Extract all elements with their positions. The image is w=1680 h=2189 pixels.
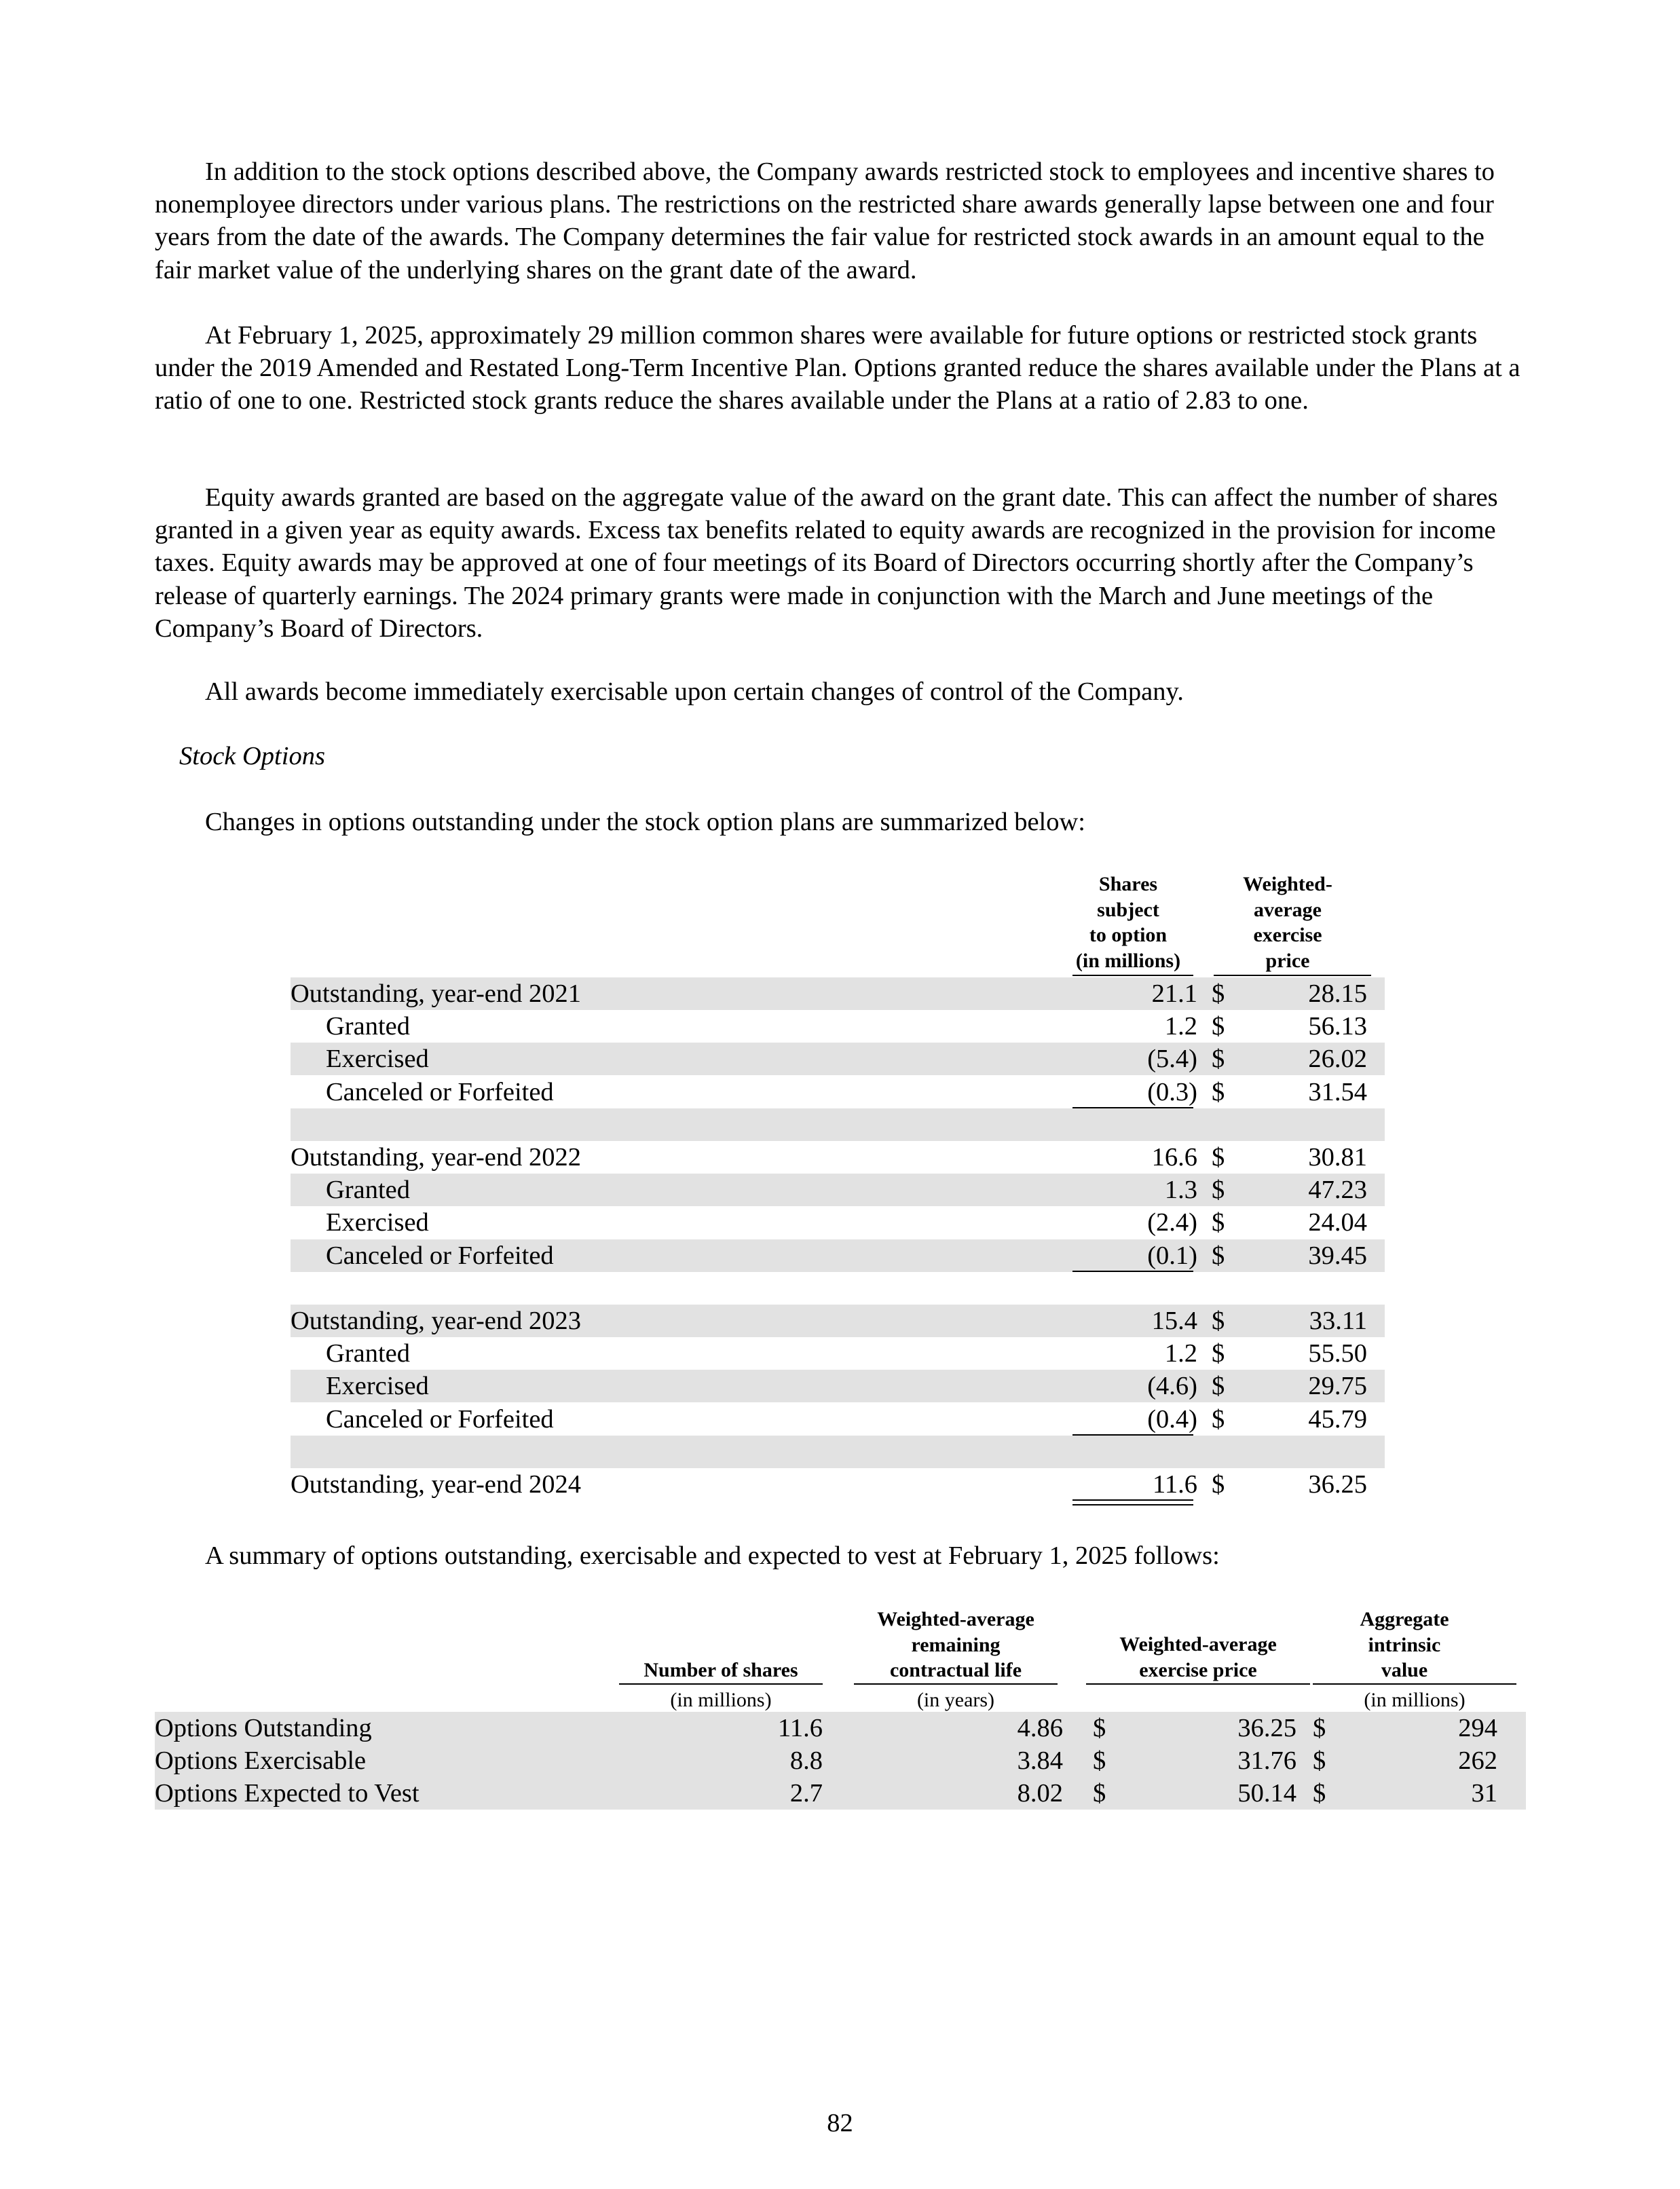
header-weighted-average-exercise-price: Weighted-average exercise price <box>1119 1633 1277 1681</box>
row-label: Exercised <box>326 1372 429 1401</box>
header-shares-subject-to-option: Shares subject to option (in millions) <box>1075 873 1181 972</box>
dollar-sign: $ <box>1093 1746 1106 1776</box>
header-underline <box>854 1683 1058 1685</box>
number-of-shares-value: 2.7 <box>789 1779 823 1808</box>
header-underline <box>1086 1683 1310 1685</box>
contractual-life-value: 3.84 <box>1017 1746 1063 1776</box>
total-double-underline <box>1072 1499 1193 1501</box>
shares-value: (0.1) <box>1147 1241 1197 1270</box>
dollar-sign: $ <box>1212 1404 1225 1434</box>
dollar-sign: $ <box>1212 1045 1225 1074</box>
table-row <box>291 1076 1385 1108</box>
row-label: Granted <box>326 1339 410 1368</box>
intrinsic-value: 294 <box>1458 1714 1497 1742</box>
shares-value: 16.6 <box>1151 1143 1197 1172</box>
table-row <box>291 1206 1385 1239</box>
exercise-price-value: 36.25 <box>1237 1714 1296 1742</box>
shares-value: 11.6 <box>1153 1470 1197 1499</box>
table-row <box>291 1141 1385 1174</box>
dollar-sign: $ <box>1212 1208 1225 1237</box>
subtotal-underline <box>1072 1434 1193 1436</box>
dollar-sign: $ <box>1313 1714 1326 1742</box>
price-value: 29.75 <box>1308 1372 1367 1401</box>
shares-value: 1.2 <box>1164 1339 1197 1368</box>
unit-in-years: (in years) <box>916 1689 995 1711</box>
shares-value: (0.4) <box>1147 1404 1197 1434</box>
table-row <box>291 1272 1385 1305</box>
table-row <box>291 1337 1385 1370</box>
shares-value: (4.6) <box>1147 1372 1197 1401</box>
table-row <box>291 1043 1385 1075</box>
table-row <box>291 1108 1385 1141</box>
exercise-price-value: 50.14 <box>1237 1779 1296 1808</box>
row-label: Outstanding, year-end 2024 <box>291 1470 581 1499</box>
table-row <box>291 1468 1385 1501</box>
header-weighted-average-price: Weighted- average exercise price <box>1243 873 1332 972</box>
row-label: Options Expected to Vest <box>155 1779 419 1808</box>
price-value: 45.79 <box>1308 1404 1367 1434</box>
row-label: Canceled or Forfeited <box>326 1077 554 1106</box>
total-double-underline <box>1072 1504 1193 1505</box>
dollar-sign: $ <box>1212 1012 1225 1041</box>
contractual-life-value: 8.02 <box>1017 1779 1063 1808</box>
dollar-sign: $ <box>1212 1372 1225 1401</box>
table-row <box>291 1305 1385 1337</box>
price-value: 39.45 <box>1308 1241 1367 1270</box>
dollar-sign: $ <box>1313 1746 1326 1776</box>
price-value: 56.13 <box>1308 1012 1367 1041</box>
row-label: Exercised <box>326 1045 429 1074</box>
row-label: Outstanding, year-end 2023 <box>291 1307 581 1335</box>
dollar-sign: $ <box>1313 1779 1326 1808</box>
dollar-sign: $ <box>1212 1176 1225 1205</box>
number-of-shares-value: 11.6 <box>778 1714 823 1742</box>
dollar-sign: $ <box>1093 1779 1106 1808</box>
price-value: 24.04 <box>1308 1208 1367 1237</box>
shares-value: 15.4 <box>1151 1307 1197 1335</box>
row-label: Granted <box>326 1012 410 1041</box>
table2-intro: A summary of options outstanding, exercisable and expected to vest at February 1, 2025 follows: <box>205 1541 1220 1570</box>
table-row <box>291 1436 1385 1468</box>
dollar-sign: $ <box>1212 1077 1225 1106</box>
unit-in-millions: (in millions) <box>670 1689 772 1711</box>
header-underline <box>1214 975 1371 976</box>
unit-in-millions: (in millions) <box>1364 1689 1466 1711</box>
price-value: 30.81 <box>1308 1143 1367 1172</box>
price-value: 55.50 <box>1308 1339 1367 1368</box>
price-value: 33.11 <box>1309 1307 1367 1335</box>
table1-intro: Changes in options outstanding under the stock option plans are summarized below: <box>205 808 1086 836</box>
table-row <box>155 1777 1526 1810</box>
row-label: Canceled or Forfeited <box>326 1241 554 1270</box>
dollar-sign: $ <box>1212 1143 1225 1172</box>
intrinsic-value: 31 <box>1471 1779 1497 1808</box>
header-underline <box>1313 1683 1516 1685</box>
header-remaining-contractual-life: Weighted-average remaining contractual life <box>877 1608 1034 1681</box>
row-label: Exercised <box>326 1208 429 1237</box>
shares-value: (0.3) <box>1147 1077 1197 1106</box>
row-label: Options Outstanding <box>155 1714 372 1742</box>
subtotal-underline <box>1072 1271 1193 1272</box>
row-label: Outstanding, year-end 2022 <box>291 1143 581 1172</box>
shares-value: 1.2 <box>1164 1012 1197 1041</box>
shares-value: (2.4) <box>1147 1208 1197 1237</box>
shares-value: (5.4) <box>1147 1045 1197 1074</box>
section-heading: Stock Options <box>179 742 325 770</box>
table-row <box>155 1744 1526 1777</box>
header-aggregate-intrinsic-value: Aggregate intrinsic value <box>1360 1608 1449 1681</box>
dollar-sign: $ <box>1212 1470 1225 1499</box>
row-label: Outstanding, year-end 2021 <box>291 979 581 1008</box>
price-value: 36.25 <box>1308 1470 1367 1499</box>
header-number-of-shares: Number of shares <box>643 1659 798 1681</box>
row-label: Canceled or Forfeited <box>326 1404 554 1434</box>
shares-value: 21.1 <box>1151 979 1197 1008</box>
dollar-sign: $ <box>1212 1339 1225 1368</box>
paragraph-shares-available: At February 1, 2025, approximately 29 million common shares were available for future options or restricted stock grants under the 2019 Amended and Restated Long-Term Incentive Plan. Options granted reduce the shares available under the Plans at a ratio of one to one. Restricted stock grants reduce the shares available under the Plans at a ratio of 2.83 to one. <box>155 321 1520 415</box>
table-row <box>291 1010 1385 1043</box>
paragraph-equity-awards: Equity awards granted are based on the aggregate value of the award on the grant date. This can affect the number of shares granted in a given year as equity awards. Excess tax benefits related to equity awards are recognized in the provision for income taxes. Equity awards may be approved at one of four meetings of its Board of Directors occurring shortly after the Company’s release of quarterly earnings. The 2024 primary grants were made in conjunction with the March and June meetings of the Company’s Board of Directors. <box>155 483 1498 643</box>
contractual-life-value: 4.86 <box>1017 1714 1063 1742</box>
number-of-shares-value: 8.8 <box>789 1746 823 1776</box>
table-row <box>291 1370 1385 1402</box>
dollar-sign: $ <box>1212 1307 1225 1335</box>
price-value: 28.15 <box>1308 979 1367 1008</box>
shares-value: 1.3 <box>1164 1176 1197 1205</box>
row-label: Granted <box>326 1176 410 1205</box>
table-row <box>291 977 1385 1010</box>
exercise-price-value: 31.76 <box>1237 1746 1296 1776</box>
dollar-sign: $ <box>1093 1714 1106 1742</box>
paragraph-change-of-control: All awards become immediately exercisable upon certain changes of control of the Company. <box>205 677 1184 706</box>
intrinsic-value: 262 <box>1458 1746 1497 1776</box>
subtotal-underline <box>1072 1107 1193 1108</box>
row-label: Options Exercisable <box>155 1746 367 1776</box>
header-underline <box>619 1683 823 1685</box>
price-value: 26.02 <box>1308 1045 1367 1074</box>
dollar-sign: $ <box>1212 1241 1225 1270</box>
table-row <box>291 1174 1385 1206</box>
price-value: 47.23 <box>1308 1176 1367 1205</box>
dollar-sign: $ <box>1212 979 1225 1008</box>
table-row <box>291 1403 1385 1436</box>
price-value: 31.54 <box>1308 1077 1367 1106</box>
table-row <box>291 1239 1385 1272</box>
paragraph-restricted-stock: In addition to the stock options described above, the Company awards restricted stock to employees and incentive shares to nonemployee directors under various plans. The restrictions on the restricted share awards generally lapse between one and four years from the date of the awards. The Company determines the fair value for restricted stock awards in an amount equal to the fair market value of the underlying shares on the grant date of the award. <box>155 157 1495 284</box>
table-row <box>155 1712 1526 1744</box>
page-number: 82 <box>827 2109 853 2137</box>
header-underline <box>1072 975 1193 976</box>
